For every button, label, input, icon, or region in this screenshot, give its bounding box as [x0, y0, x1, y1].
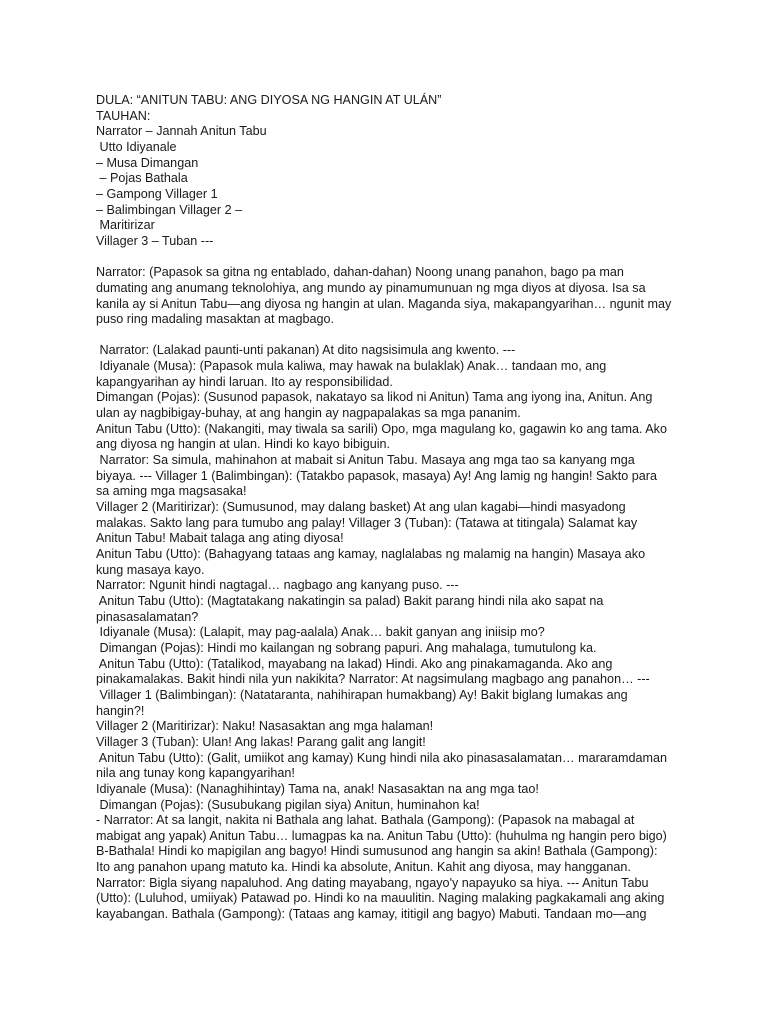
document-line: pinakamalakas. Bakit hindi nila yun nakikita? Narrator: At nagsimulang magbago ang panahon… --- [96, 672, 650, 687]
document-line [96, 328, 676, 344]
document-line: Narrator: (Lalakad paunti-unti pakanan) At dito nagsisimula ang kwento. --- [96, 343, 516, 358]
document-line: Anitun Tabu (Utto): (Bahagyang tataas ang kamay, naglalabas ng malamig na hangin) Masaya ako [96, 547, 646, 561]
document-line: - Narrator: At sa langit, nakita ni Bathala ang lahat. Bathala (Gampong): (Papasok na mabagal at [96, 813, 635, 828]
document-line: nila ang tunay kong kapangyarihan! [96, 766, 295, 781]
document-line: Idiyanale (Musa): (Nanaghihintay) Tama na, anak! Nasasaktan na ang mga tao! [96, 781, 539, 796]
document-line: Dimangan (Pojas): (Susubukang pigilan siya) Anitun, huminahon ka! [96, 797, 480, 812]
document-line: sa aming mga magsasaka! [96, 484, 247, 499]
document-line: Narrator: (Papasok sa gitna ng entablado, dahan-dahan) Noong unang panahon, bago pa man [96, 265, 624, 280]
document-line: pinasasalamatan? [96, 609, 199, 624]
document-line: Narrator – Jannah Anitun Tabu [96, 124, 267, 139]
document-line: Dimangan (Pojas): Hindi mo kailangan ng sobrang papuri. Ang mahalaga, tumutulong ka. [96, 640, 597, 655]
document-line: – Gampong Villager 1 [96, 186, 218, 201]
document-line: Utto Idiyanale [96, 139, 177, 154]
document-line: kung masaya kayo. [96, 562, 205, 577]
document-line: Villager 3 – Tuban --- [96, 233, 214, 248]
document-line: – Pojas Bathala [96, 171, 188, 186]
document-line: mabigat ang yapak) Anitun Tabu… lumagpas ka na. Anitun Tabu (Utto): (huhulma ng hangin pero bigo) [96, 828, 667, 843]
document-line: Idiyanale (Musa): (Papasok mula kaliwa, may hawak na bulaklak) Anak… tandaan mo, ang [96, 359, 607, 374]
document-line: dumating ang anumang teknolohiya, ang mundo ay pinamumunuan ng mga diyos at diyosa. Isa sa [96, 280, 646, 295]
document-body [96, 93, 676, 923]
document-line: Narrator: Sa simula, mahinahon at mabait si Anitun Tabu. Masaya ang mga tao sa kanyang mga [96, 453, 635, 468]
document-line: ang diyosa ng hangin at ulan. Hindi ko kayo bibiguin. [96, 437, 391, 452]
document-line: Narrator: Bigla siyang napaluhod. Ang dating mayabang, ngayo'y napayuko sa hiya. --- Anitun Tabu [96, 875, 649, 890]
document-line: Anitun Tabu (Utto): (Magtatakang nakatingin sa palad) Bakit parang hindi nila ako sapat na [96, 593, 604, 608]
document-line: – Balimbingan Villager 2 – [96, 202, 243, 217]
document-line: puso ring madaling masaktan at magbago. [96, 312, 335, 327]
document-line: Dimangan (Pojas): (Susunod papasok, nakatayo sa likod ni Anitun) Tama ang iyong ina, Anitun. Ang [96, 390, 653, 405]
document-line: Anitun Tabu (Utto): (Galit, umiikot ang kamay) Kung hindi nila ako pinasasalamatan… mararamdaman [96, 750, 667, 765]
document-line: B-Bathala! Hindi ko mapigilan ang bagyo! Hindi sumusunod ang hangin sa akin! Bathala (Gampong): [96, 844, 658, 859]
document-line: Ito ang panahon upang matuto ka. Hindi ka absolute, Anitun. Kahit ang diyosa, may hangganan. [96, 860, 631, 875]
document-line: biyaya. --- Villager 1 (Balimbingan): (Tatakbo papasok, masaya) Ay! Ang lamig ng hangin! Sakto para [96, 468, 657, 483]
document-line: kapangyarihan ay hindi laruan. Ito ay responsibilidad. [96, 374, 393, 389]
document-line: Anitun Tabu (Utto): (Nakangiti, may tiwala sa sarili) Opo, mga magulang ko, gagawin ko ang tama. Ako [96, 421, 667, 436]
play-title: DULA: “ANITUN TABU: ANG DIYOSA NG HANGIN AT ULÁN” [96, 93, 442, 107]
document-line: hangin?! [96, 703, 145, 718]
document-line: Idiyanale (Musa): (Lalapit, may pag-aalala) Anak… bakit ganyan ang iniisip mo? [96, 625, 545, 640]
document-line: (Utto): (Luluhod, umiiyak) Patawad po. Hindi ko na mauulitin. Naging malaking pagkakamali ang aking [96, 891, 665, 906]
document-line: TAUHAN: [96, 108, 151, 123]
document-line: – Musa Dimangan [96, 155, 199, 170]
document-line: Maritirizar [96, 218, 155, 233]
document-line: malakas. Sakto lang para tumubo ang palay! Villager 3 (Tuban): (Tatawa at titingala) Salamat kay [96, 515, 638, 530]
document-line: Narrator: Ngunit hindi nagtagal… nagbago ang kanyang puso. --- [96, 578, 459, 593]
document-line: kayabangan. Bathala (Gampong): (Tataas ang kamay, ititigil ang bagyo) Mabuti. Tandaan mo—ang [96, 907, 647, 922]
document-line: Anitun Tabu (Utto): (Tatalikod, mayabang na lakad) Hindi. Ako ang pinakamaganda. Ako ang [96, 656, 613, 671]
document-line: Villager 2 (Maritirizar): Naku! Nasasaktan ang mga halaman! [96, 719, 434, 734]
document-line: Anitun Tabu! Mabait talaga ang ating diyosa! [96, 531, 344, 546]
document-line: Villager 3 (Tuban): Ulan! Ang lakas! Parang galit ang langit! [96, 734, 426, 749]
document-line: ulan ay nagbibigay-buhay, at ang hangin ay nagpapalakas sa mga pananim. [96, 406, 521, 421]
document-line: kanila ay si Anitun Tabu—ang diyosa ng hangin at ulan. Maganda siya, makapangyarihan… ngunit may [96, 296, 672, 311]
document-line: Villager 2 (Maritirizar): (Sumusunod, may dalang basket) At ang ulan kagabi—hindi masyadong [96, 500, 626, 515]
document-line [96, 250, 676, 266]
document-line: Villager 1 (Balimbingan): (Natataranta, nahihirapan humakbang) Ay! Bakit biglang lumakas ang [96, 687, 628, 702]
